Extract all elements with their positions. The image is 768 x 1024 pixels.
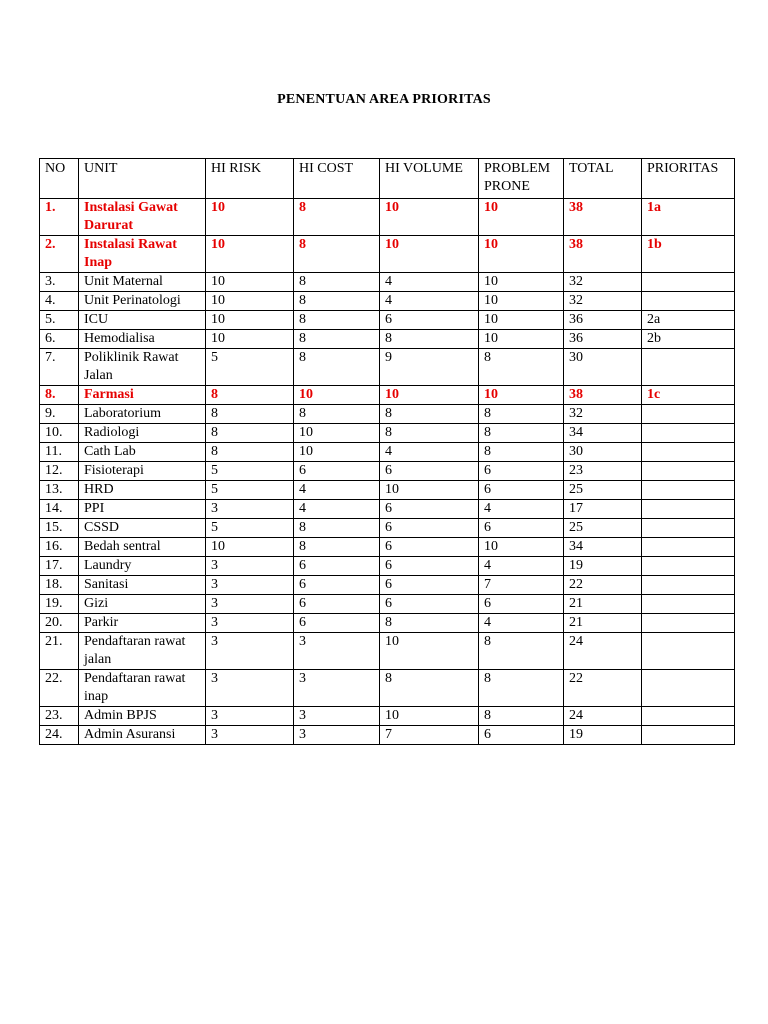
cell-prioritas: 1b [642, 236, 735, 273]
cell-problem-prone: 6 [479, 519, 564, 538]
cell-hi-cost: 4 [294, 481, 380, 500]
cell-hi-cost: 8 [294, 273, 380, 292]
cell-problem-prone: 6 [479, 595, 564, 614]
table-row [40, 670, 735, 707]
cell-hi-risk: 10 [206, 199, 294, 236]
cell-total: 38 [564, 386, 642, 405]
cell-hi-risk: 3 [206, 670, 294, 707]
cell-hi-volume: 8 [380, 405, 479, 424]
table-row [40, 236, 735, 273]
cell-unit: Unit Perinatologi [79, 292, 206, 311]
cell-total: 19 [564, 726, 642, 745]
cell-hi-risk: 8 [206, 386, 294, 405]
cell-hi-risk: 10 [206, 311, 294, 330]
cell-total: 21 [564, 595, 642, 614]
table-row [40, 273, 735, 292]
cell-hi-cost: 6 [294, 576, 380, 595]
cell-hi-cost: 3 [294, 726, 380, 745]
priority-table [39, 158, 735, 745]
cell-hi-risk: 3 [206, 557, 294, 576]
cell-unit: Hemodialisa [79, 330, 206, 349]
cell-hi-cost: 6 [294, 614, 380, 633]
cell-hi-volume: 10 [380, 481, 479, 500]
table-row [40, 481, 735, 500]
table-row [40, 311, 735, 330]
cell-unit: CSSD [79, 519, 206, 538]
cell-problem-prone: 10 [479, 273, 564, 292]
cell-problem-prone: 8 [479, 707, 564, 726]
cell-unit: ICU [79, 311, 206, 330]
cell-hi-cost: 8 [294, 292, 380, 311]
cell-hi-cost: 6 [294, 595, 380, 614]
cell-no: 9. [40, 405, 79, 424]
cell-prioritas: 1c [642, 386, 735, 405]
table-row [40, 576, 735, 595]
cell-total: 36 [564, 330, 642, 349]
cell-problem-prone: 4 [479, 614, 564, 633]
cell-prioritas [642, 500, 735, 519]
cell-hi-volume: 9 [380, 349, 479, 386]
document-title: PENENTUAN AREA PRIORITAS [277, 92, 491, 107]
cell-hi-volume: 8 [380, 670, 479, 707]
cell-hi-volume: 8 [380, 424, 479, 443]
cell-unit: Gizi [79, 595, 206, 614]
cell-prioritas [642, 557, 735, 576]
cell-hi-cost: 3 [294, 633, 380, 670]
cell-hi-volume: 8 [380, 330, 479, 349]
cell-hi-volume: 4 [380, 273, 479, 292]
cell-prioritas [642, 292, 735, 311]
cell-problem-prone: 8 [479, 443, 564, 462]
table-row [40, 462, 735, 481]
cell-hi-risk: 3 [206, 633, 294, 670]
cell-hi-risk: 3 [206, 726, 294, 745]
cell-no: 12. [40, 462, 79, 481]
header-hi-volume: HI VOLUME [380, 159, 479, 199]
cell-hi-cost: 8 [294, 236, 380, 273]
cell-no: 20. [40, 614, 79, 633]
cell-hi-risk: 3 [206, 707, 294, 726]
cell-unit: Laboratorium [79, 405, 206, 424]
cell-hi-volume: 6 [380, 462, 479, 481]
cell-hi-volume: 10 [380, 707, 479, 726]
cell-hi-volume: 4 [380, 292, 479, 311]
cell-unit: Pendaftaran rawat inap [79, 670, 206, 707]
cell-unit: HRD [79, 481, 206, 500]
cell-prioritas [642, 349, 735, 386]
cell-hi-risk: 5 [206, 519, 294, 538]
cell-hi-volume: 6 [380, 595, 479, 614]
table-row [40, 292, 735, 311]
cell-problem-prone: 4 [479, 557, 564, 576]
table-row [40, 595, 735, 614]
cell-no: 14. [40, 500, 79, 519]
cell-no: 5. [40, 311, 79, 330]
header-problem-prone: PROBLEM PRONE [479, 159, 564, 199]
cell-prioritas [642, 481, 735, 500]
cell-problem-prone: 8 [479, 405, 564, 424]
cell-problem-prone: 4 [479, 500, 564, 519]
table-row [40, 633, 735, 670]
cell-total: 38 [564, 236, 642, 273]
header-prioritas: PRIORITAS [642, 159, 735, 199]
cell-no: 7. [40, 349, 79, 386]
cell-no: 13. [40, 481, 79, 500]
cell-no: 2. [40, 236, 79, 273]
cell-hi-risk: 3 [206, 614, 294, 633]
cell-hi-cost: 10 [294, 386, 380, 405]
cell-total: 36 [564, 311, 642, 330]
cell-no: 8. [40, 386, 79, 405]
cell-hi-cost: 8 [294, 330, 380, 349]
cell-no: 4. [40, 292, 79, 311]
cell-unit: Unit Maternal [79, 273, 206, 292]
cell-hi-cost: 8 [294, 311, 380, 330]
cell-prioritas [642, 670, 735, 707]
cell-total: 24 [564, 707, 642, 726]
cell-problem-prone: 10 [479, 330, 564, 349]
cell-total: 19 [564, 557, 642, 576]
cell-no: 18. [40, 576, 79, 595]
cell-no: 3. [40, 273, 79, 292]
cell-prioritas [642, 462, 735, 481]
cell-total: 34 [564, 424, 642, 443]
cell-total: 22 [564, 576, 642, 595]
cell-hi-volume: 4 [380, 443, 479, 462]
cell-unit: PPI [79, 500, 206, 519]
cell-problem-prone: 8 [479, 633, 564, 670]
cell-hi-risk: 10 [206, 236, 294, 273]
cell-no: 1. [40, 199, 79, 236]
cell-unit: Admin Asuransi [79, 726, 206, 745]
cell-prioritas: 2b [642, 330, 735, 349]
cell-problem-prone: 10 [479, 292, 564, 311]
cell-hi-cost: 6 [294, 462, 380, 481]
cell-hi-risk: 3 [206, 500, 294, 519]
cell-prioritas: 2a [642, 311, 735, 330]
cell-unit: Admin BPJS [79, 707, 206, 726]
cell-no: 6. [40, 330, 79, 349]
cell-hi-volume: 10 [380, 386, 479, 405]
cell-hi-volume: 6 [380, 500, 479, 519]
cell-total: 24 [564, 633, 642, 670]
cell-prioritas [642, 595, 735, 614]
cell-hi-risk: 8 [206, 443, 294, 462]
cell-total: 34 [564, 538, 642, 557]
cell-hi-risk: 10 [206, 538, 294, 557]
cell-total: 23 [564, 462, 642, 481]
cell-prioritas [642, 538, 735, 557]
cell-no: 21. [40, 633, 79, 670]
cell-unit: Cath Lab [79, 443, 206, 462]
cell-hi-cost: 8 [294, 538, 380, 557]
cell-problem-prone: 8 [479, 349, 564, 386]
cell-hi-volume: 7 [380, 726, 479, 745]
header-hi-risk: HI RISK [206, 159, 294, 199]
cell-no: 10. [40, 424, 79, 443]
cell-total: 38 [564, 199, 642, 236]
table-row [40, 500, 735, 519]
cell-unit: Bedah sentral [79, 538, 206, 557]
cell-problem-prone: 6 [479, 481, 564, 500]
cell-unit: Fisioterapi [79, 462, 206, 481]
cell-problem-prone: 10 [479, 236, 564, 273]
cell-unit: Radiologi [79, 424, 206, 443]
cell-problem-prone: 10 [479, 311, 564, 330]
cell-hi-cost: 3 [294, 670, 380, 707]
cell-hi-risk: 10 [206, 330, 294, 349]
header-no: NO [40, 159, 79, 199]
cell-prioritas [642, 443, 735, 462]
header-unit: UNIT [79, 159, 206, 199]
header-total: TOTAL [564, 159, 642, 199]
cell-prioritas [642, 576, 735, 595]
cell-hi-volume: 8 [380, 614, 479, 633]
table-row [40, 538, 735, 557]
table-header-row [40, 159, 735, 199]
cell-hi-cost: 8 [294, 405, 380, 424]
cell-prioritas [642, 707, 735, 726]
table-row [40, 443, 735, 462]
table-row [40, 386, 735, 405]
cell-total: 30 [564, 349, 642, 386]
cell-hi-risk: 10 [206, 273, 294, 292]
cell-no: 11. [40, 443, 79, 462]
cell-hi-cost: 10 [294, 443, 380, 462]
table-row [40, 424, 735, 443]
cell-total: 32 [564, 273, 642, 292]
cell-prioritas [642, 405, 735, 424]
cell-unit: Poliklinik Rawat Jalan [79, 349, 206, 386]
cell-total: 25 [564, 519, 642, 538]
cell-unit: Parkir [79, 614, 206, 633]
cell-hi-cost: 4 [294, 500, 380, 519]
cell-hi-cost: 8 [294, 199, 380, 236]
cell-unit: Farmasi [79, 386, 206, 405]
cell-total: 21 [564, 614, 642, 633]
table-row [40, 707, 735, 726]
cell-problem-prone: 8 [479, 424, 564, 443]
cell-hi-cost: 8 [294, 519, 380, 538]
cell-hi-risk: 8 [206, 405, 294, 424]
cell-prioritas [642, 273, 735, 292]
cell-prioritas [642, 424, 735, 443]
cell-no: 19. [40, 595, 79, 614]
cell-hi-volume: 6 [380, 538, 479, 557]
cell-problem-prone: 10 [479, 199, 564, 236]
cell-total: 32 [564, 405, 642, 424]
cell-hi-volume: 6 [380, 557, 479, 576]
cell-problem-prone: 10 [479, 386, 564, 405]
cell-unit: Instalasi Rawat Inap [79, 236, 206, 273]
cell-no: 22. [40, 670, 79, 707]
cell-no: 23. [40, 707, 79, 726]
table-row [40, 405, 735, 424]
cell-hi-risk: 5 [206, 462, 294, 481]
cell-hi-volume: 10 [380, 236, 479, 273]
cell-unit: Laundry [79, 557, 206, 576]
cell-hi-volume: 6 [380, 519, 479, 538]
cell-hi-risk: 5 [206, 349, 294, 386]
table-row [40, 557, 735, 576]
cell-hi-cost: 6 [294, 557, 380, 576]
cell-no: 17. [40, 557, 79, 576]
cell-hi-risk: 3 [206, 595, 294, 614]
cell-hi-cost: 3 [294, 707, 380, 726]
table-row [40, 199, 735, 236]
cell-hi-volume: 10 [380, 199, 479, 236]
table-row [40, 614, 735, 633]
cell-total: 25 [564, 481, 642, 500]
cell-no: 15. [40, 519, 79, 538]
cell-prioritas [642, 726, 735, 745]
cell-unit: Instalasi Gawat Darurat [79, 199, 206, 236]
cell-hi-risk: 10 [206, 292, 294, 311]
cell-total: 32 [564, 292, 642, 311]
table-row [40, 330, 735, 349]
cell-unit: Sanitasi [79, 576, 206, 595]
cell-prioritas: 1a [642, 199, 735, 236]
cell-problem-prone: 6 [479, 462, 564, 481]
cell-hi-risk: 8 [206, 424, 294, 443]
cell-problem-prone: 7 [479, 576, 564, 595]
cell-hi-risk: 3 [206, 576, 294, 595]
cell-hi-volume: 6 [380, 576, 479, 595]
header-hi-cost: HI COST [294, 159, 380, 199]
table-row [40, 349, 735, 386]
cell-hi-volume: 10 [380, 633, 479, 670]
cell-hi-cost: 10 [294, 424, 380, 443]
cell-prioritas [642, 633, 735, 670]
cell-problem-prone: 8 [479, 670, 564, 707]
cell-hi-cost: 8 [294, 349, 380, 386]
cell-total: 17 [564, 500, 642, 519]
cell-problem-prone: 10 [479, 538, 564, 557]
cell-no: 16. [40, 538, 79, 557]
table-body [40, 199, 735, 745]
table-row [40, 519, 735, 538]
cell-no: 24. [40, 726, 79, 745]
cell-total: 22 [564, 670, 642, 707]
cell-hi-volume: 6 [380, 311, 479, 330]
cell-hi-risk: 5 [206, 481, 294, 500]
cell-prioritas [642, 519, 735, 538]
cell-total: 30 [564, 443, 642, 462]
cell-unit: Pendaftaran rawat jalan [79, 633, 206, 670]
table-row [40, 726, 735, 745]
cell-problem-prone: 6 [479, 726, 564, 745]
cell-prioritas [642, 614, 735, 633]
